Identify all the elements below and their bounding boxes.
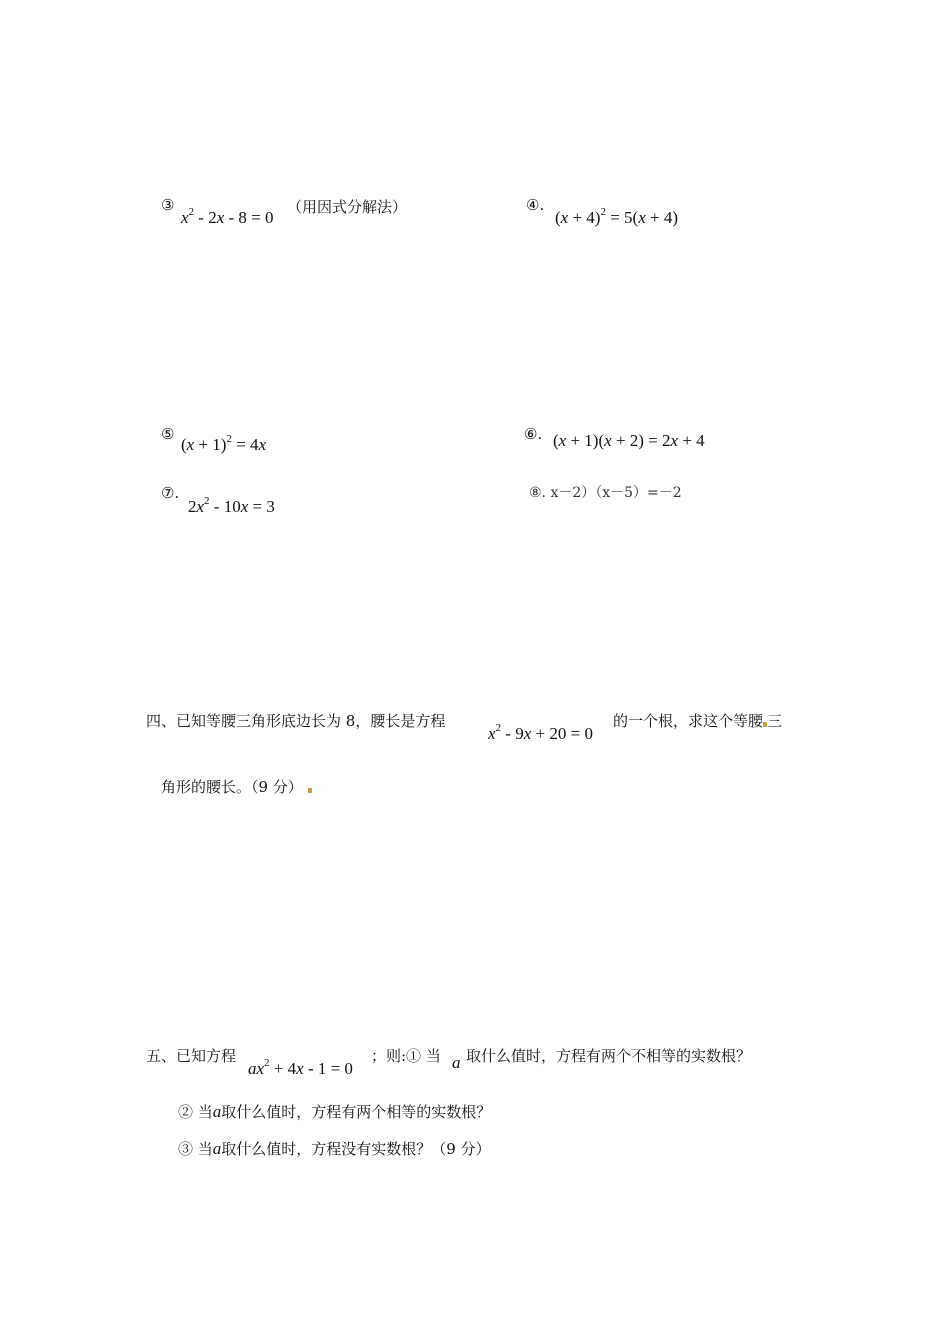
section-5-equation: $ax^2 + 4x - 1 = 0$ (248, 1057, 353, 1078)
section-4-line1-end: 的一个根，求这个等腰 三 (613, 712, 783, 730)
section-5-line1-end: 取什么值时，方程有两个不相等的实数根？ (466, 1047, 752, 1065)
problem-3-note: （用因式分解法） (287, 198, 408, 216)
problem-4-equation: $(x + 4)^2 = 5(x + 4)$ (555, 206, 679, 227)
problem-8: ⑧. x－2）（x－5）=－2 (529, 485, 682, 501)
problem-5-equation: $(x + 1)^2 = 4x$ (181, 433, 267, 454)
section-4-line2: 角形的腰长。（9 分） (161, 776, 312, 797)
section-4-equation: $x^2 - 9x + 20 = 0$ (488, 722, 593, 743)
problem-7-equation: $2x^2 - 10x = 3$ (188, 495, 275, 516)
problem-3-equation: $x^2 - 2x - 8 = 0$ (181, 206, 274, 227)
problem-3-number: ③ (161, 196, 175, 214)
section-5-var-a-1: a (452, 1053, 461, 1072)
section-4-line1-start: 四、已知等腰三角形底边长为 8，腰长是方程 (146, 712, 446, 730)
edit-marker (308, 788, 312, 793)
section-5-line3: ③ 当a取什么值时，方程没有实数根？（9 分） (178, 1139, 491, 1158)
problem-4-number: ④. (526, 196, 545, 214)
problem-5-number: ⑤ (161, 425, 175, 443)
problem-6-number: ⑥. (524, 425, 543, 443)
problem-7-number: ⑦. (161, 484, 180, 502)
section-5-line2: ② 当a取什么值时，方程有两个相等的实数根？ (178, 1102, 492, 1121)
problem-6-equation: (x + 1)(x + 2) = 2x + 4 (553, 431, 705, 450)
section-5-line1-start: 五、已知方程 (146, 1047, 237, 1065)
section-5-line1-mid: ；则:① 当 (371, 1047, 441, 1065)
